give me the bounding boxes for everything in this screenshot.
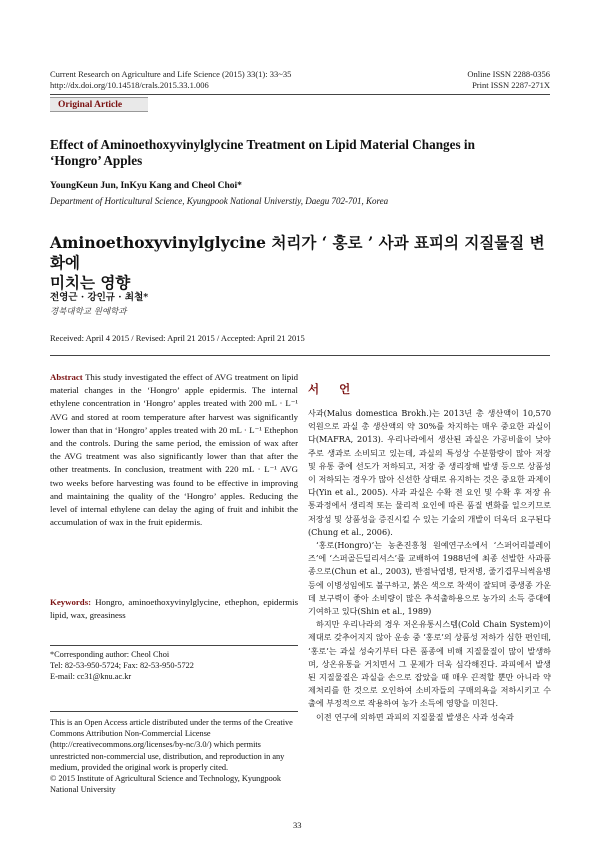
contact-email[interactable]: E-mail: cc31@knu.ac.kr — [50, 672, 132, 682]
korean-authors: 전영근 · 강인규 · 최철* — [50, 292, 149, 303]
english-title-line1: Effect of Aminoethoxyvinylglycine Treatment on Lipid Material Changes in — [50, 137, 475, 152]
page-number: 33 — [293, 820, 302, 830]
issn-print: Print ISSN 2287-271X — [472, 80, 550, 90]
received-rule — [50, 355, 550, 356]
intro-paragraph-3: 하지만 우리나라의 경우 저온유통시스템(Cold Chain System)이 제대로 갖추어지지 않아 운송 중 ‘홍로’의 상품성 저하가 심한 편인데, ‘홍로’는 과실 성숙기부터 다른 품종에 비해 지질물질이 많이 발생하며, 상온유통을 거치면서 그 문제가 더욱 심각해진다. 과피에서 발생된 지질물질은 과실을 손으로 잡았을 때 매우 끈적할 뿐만 아니라 약제처리를 한 것으로 오인하여 소비자들의 구매의욕을 저하시키고 수출에 부정적으로 작용하여 농가 소득에 영향을 미친다. — [308, 619, 551, 709]
received-dates: Received: April 4 2015 / Revised: April 21 2015 / Accepted: April 21 2015 — [50, 333, 305, 343]
english-title — [50, 137, 550, 169]
intro-body — [308, 407, 551, 724]
english-title-line2: ‘Hongro’ Apples — [50, 153, 143, 168]
corresponding-author: *Corresponding author: Cheol Choi — [50, 650, 170, 659]
korean-title — [50, 233, 550, 293]
korean-department: 경북대학교 원예학과 — [50, 307, 127, 317]
intro-heading: 서 언 — [308, 382, 359, 396]
header-rule — [50, 94, 550, 95]
korean-title-line1: Aminoethoxyvinylglycine 처리가 ‘ 홍로 ’ 사과 표피의 지질물질 변화에 — [50, 233, 545, 272]
keywords — [50, 596, 298, 622]
article-type-badge: Original Article — [50, 97, 148, 112]
license-notice — [50, 717, 298, 795]
issn-online: Online ISSN 2288-0356 — [467, 69, 550, 79]
license-rule — [50, 711, 298, 712]
korean-title-line2: 미치는 영향 — [50, 273, 131, 292]
footnote-rule — [50, 645, 298, 646]
contact-phone: Tel: 82-53-950-5724; Fax: 82-53-950-5722 — [50, 661, 194, 671]
keywords-text: Hongro, aminoethoxyvinylglycine, ethephon, epidermis lipid, wax, greasiness — [50, 597, 298, 621]
intro-paragraph-4: 이전 연구에 의하면 과피의 지질물질 발생은 사과 성숙과 — [316, 711, 514, 722]
abstract-text: This study investigated the effect of AVG treatment on lipid material changes in the ‘Hongro’ apple epidermis. The internal ethylene concentration in ‘Hongro’ apples treated with 200 mL · L⁻¹ AVG and stored at room temperature after harvest was significantly lower than that in ‘Hongro’ apples treated with 20 mL · L⁻¹ Ethephon and the controls. During the same period, the emission of wax after the AVG treatment was also significantly lower than that after the other treatments. In conclusion, treatment with 220 mL · L⁻¹ AVG two weeks before harvesting was found to be effective in improving and maintaining the quality of the ‘Hongro’ apples. Reducing the level of internal ethylene can delay the aging of fruit and inhibit the accumulation of wax in the fruit epidermis. — [50, 372, 298, 528]
intro-paragraph-2: ‘홍로(Hongro)’는 농촌진흥청 원예연구소에서 ‘스퍼어리블레이즈’에 ‘스퍼골든딜리셔스’를 교배하여 1988년에 최종 선발한 사과품종으로(Chun et al., 2003), 반점낙엽병, 탄저병, 줄기겹무늬썩음병 등에 이병성임에도 불구하고, 붉은 색으로 착색이 잘되며 중생종 가운데 보구력이 좋아 소비량이 많은 추석출하용으로 농가의 소득 증대에 기여하고 있다(Shin et al., 1989) — [308, 540, 551, 617]
copyright-text: © 2015 Institute of Agricultural Science and Technology, Kyungpook National University — [50, 774, 282, 795]
intro-paragraph-1: 사과(Malus domestica Brokh.)는 2013년 총 생산액이 10,570억원으로 과실 총 생산액의 약 30%를 차지하는 매우 중요한 과실이다(MAFRA, 2013). 우리나라에서 생산된 과실은 가공비율이 낮아 주로 생과로 소비되고 있는데, 과실의 특성상 수분함량이 많아 저장 및 유통 중에 선도가 저하되고, 저장 중 생리장해 발생 등으로 상품성이 저하되는 경우가 많아 신선한 상태로 유지하는 것은 중요한 과제이다(Yin et al., 2005). 사과 과실은 수확 전 요인 및 수확 후 저장 유통과정에서 생리적 또는 물리적 요인에 따른 품질 변화를 일으키므로 저장성 및 상품성을 증진시킬 수 있는 기술의 개발이 더욱더 요구된다(Chung et al., 2006). — [308, 408, 551, 537]
english-department: Department of Horticultural Science, Kyungpook National Universtiy, Daegu 702-701, Korea — [50, 196, 389, 206]
abstract — [50, 371, 298, 529]
journal-citation: Current Research on Agriculture and Life Science (2015) 33(1): 33~35 — [50, 69, 292, 79]
doi-link[interactable]: http://dx.doi.org/10.14518/crals.2015.33.1.006 — [50, 80, 209, 90]
keywords-label: Keywords: — [50, 597, 92, 607]
abstract-label: Abstract — [50, 372, 83, 382]
correspondence — [50, 649, 298, 683]
english-authors: YoungKeun Jun, InKyu Kang and Cheol Choi* — [50, 181, 242, 191]
license-text: This is an Open Access article distributed under the terms of the Creative Commons Attribution Non-Commercial License (http://creativecommons.org/licenses/by-nc/3.0/) which permits unrestricted non-commercial use, distribution, and reproduction in any medium, provided the original work is properly cited. — [50, 718, 293, 772]
